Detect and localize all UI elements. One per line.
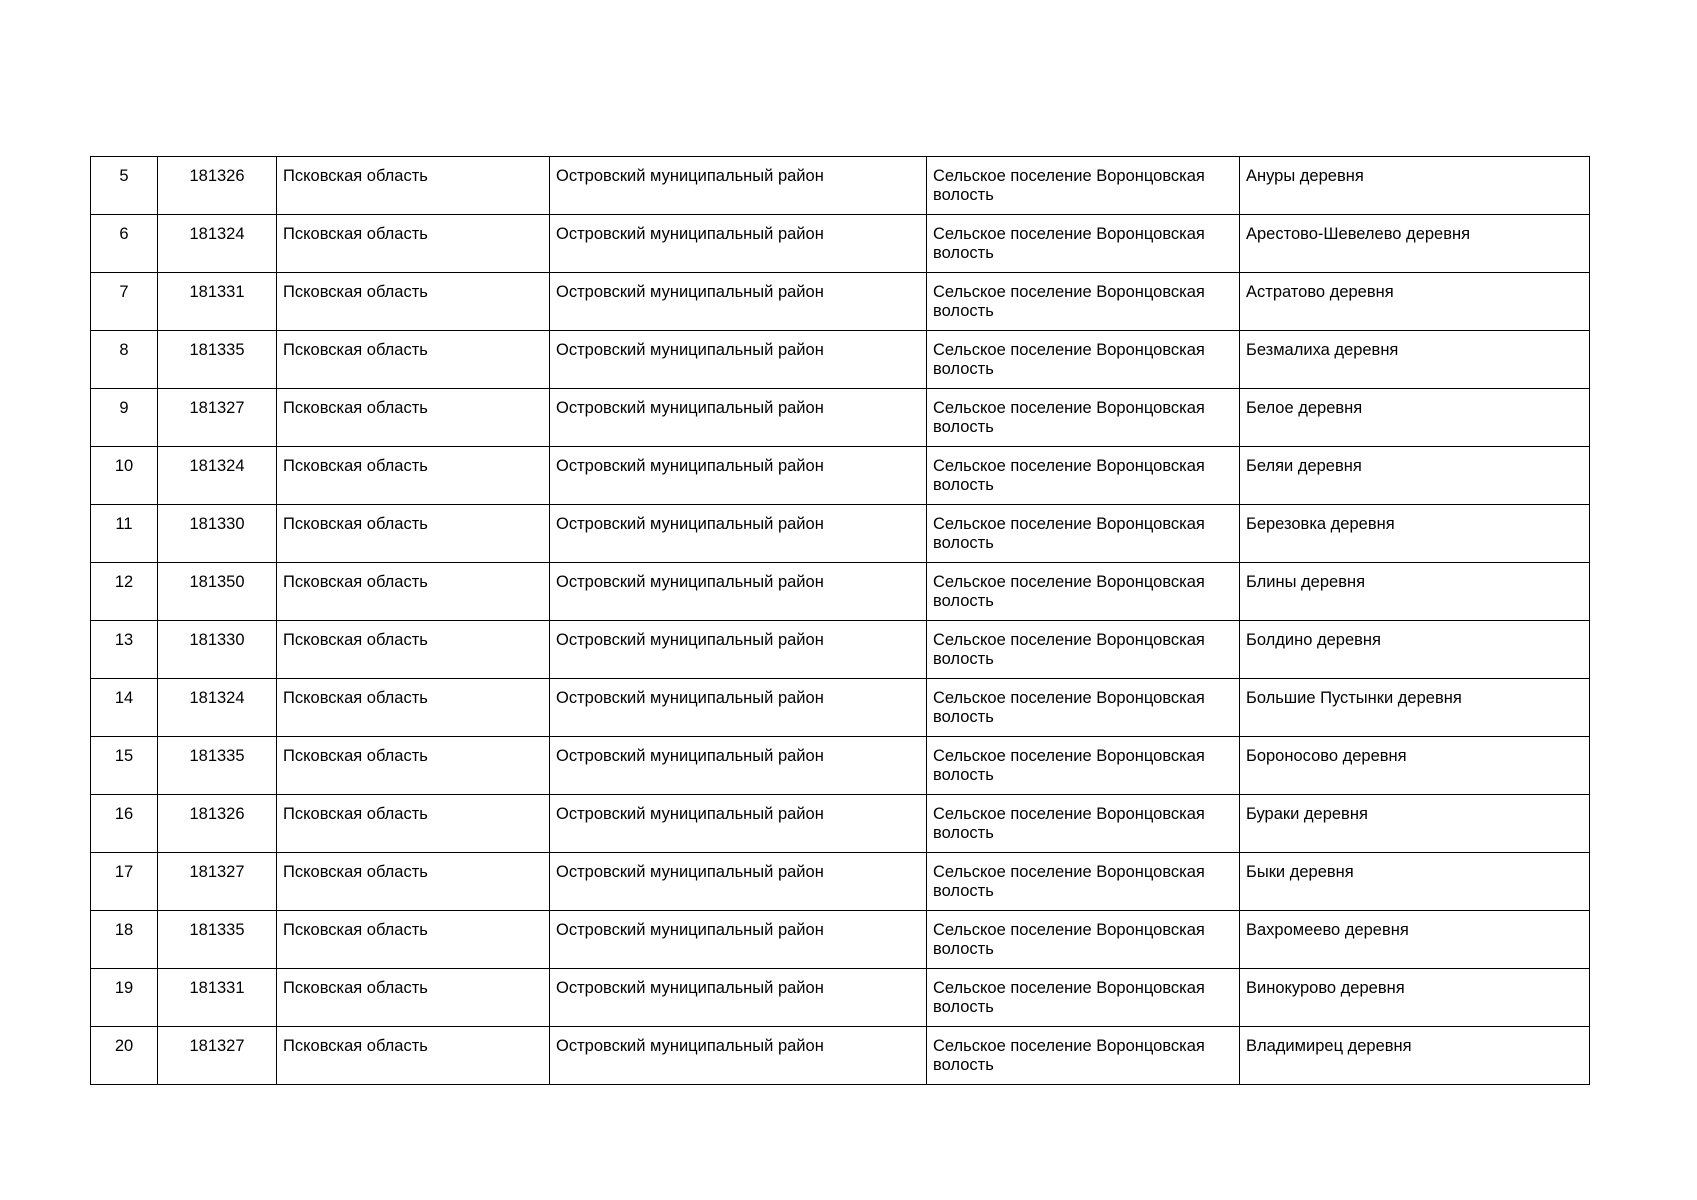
region-cell: Псковская область [277, 911, 550, 969]
settlement-cell: Сельское поселение Воронцовская волость [927, 331, 1240, 389]
table-row [91, 447, 1590, 505]
postal-code: 181324 [158, 215, 277, 273]
locality-cell: Арестово-Шевелево деревня [1240, 215, 1590, 273]
settlement-cell: Сельское поселение Воронцовская волость [927, 215, 1240, 273]
table-row [91, 331, 1590, 389]
table-row [91, 621, 1590, 679]
district-cell: Островский муниципальный район [550, 737, 927, 795]
table-row [91, 389, 1590, 447]
table-row [91, 853, 1590, 911]
region-cell: Псковская область [277, 1027, 550, 1085]
postal-code: 181335 [158, 331, 277, 389]
row-number: 11 [91, 505, 158, 563]
row-number: 16 [91, 795, 158, 853]
postal-code: 181330 [158, 505, 277, 563]
row-number: 7 [91, 273, 158, 331]
postal-code: 181324 [158, 679, 277, 737]
region-cell: Псковская область [277, 389, 550, 447]
region-cell: Псковская область [277, 621, 550, 679]
row-number: 20 [91, 1027, 158, 1085]
settlement-cell: Сельское поселение Воронцовская волость [927, 679, 1240, 737]
region-cell: Псковская область [277, 563, 550, 621]
locality-cell: Винокурово деревня [1240, 969, 1590, 1027]
region-cell: Псковская область [277, 795, 550, 853]
district-cell: Островский муниципальный район [550, 389, 927, 447]
locality-cell: Блины деревня [1240, 563, 1590, 621]
table-row [91, 563, 1590, 621]
settlement-cell: Сельское поселение Воронцовская волость [927, 853, 1240, 911]
locality-cell: Березовка деревня [1240, 505, 1590, 563]
postal-code: 181326 [158, 795, 277, 853]
row-number: 18 [91, 911, 158, 969]
region-cell: Псковская область [277, 969, 550, 1027]
district-cell: Островский муниципальный район [550, 853, 927, 911]
settlements-table [90, 156, 1590, 1085]
table-row [91, 679, 1590, 737]
row-number: 14 [91, 679, 158, 737]
postal-code: 181335 [158, 911, 277, 969]
settlement-cell: Сельское поселение Воронцовская волость [927, 1027, 1240, 1085]
table-row [91, 795, 1590, 853]
district-cell: Островский муниципальный район [550, 621, 927, 679]
district-cell: Островский муниципальный район [550, 157, 927, 215]
table-row [91, 157, 1590, 215]
table-row [91, 215, 1590, 273]
region-cell: Псковская область [277, 157, 550, 215]
row-number: 5 [91, 157, 158, 215]
district-cell: Островский муниципальный район [550, 795, 927, 853]
settlement-cell: Сельское поселение Воронцовская волость [927, 911, 1240, 969]
region-cell: Псковская область [277, 737, 550, 795]
row-number: 10 [91, 447, 158, 505]
table-row [91, 969, 1590, 1027]
locality-cell: Астратово деревня [1240, 273, 1590, 331]
settlement-cell: Сельское поселение Воронцовская волость [927, 969, 1240, 1027]
settlement-cell: Сельское поселение Воронцовская волость [927, 447, 1240, 505]
locality-cell: Болдино деревня [1240, 621, 1590, 679]
region-cell: Псковская область [277, 679, 550, 737]
region-cell: Псковская область [277, 215, 550, 273]
postal-code: 181330 [158, 621, 277, 679]
region-cell: Псковская область [277, 331, 550, 389]
table-row [91, 505, 1590, 563]
settlement-cell: Сельское поселение Воронцовская волость [927, 389, 1240, 447]
row-number: 12 [91, 563, 158, 621]
settlement-cell: Сельское поселение Воронцовская волость [927, 621, 1240, 679]
locality-cell: Безмалиха деревня [1240, 331, 1590, 389]
district-cell: Островский муниципальный район [550, 679, 927, 737]
district-cell: Островский муниципальный район [550, 331, 927, 389]
locality-cell: Бороносово деревня [1240, 737, 1590, 795]
table-row [91, 737, 1590, 795]
district-cell: Островский муниципальный район [550, 505, 927, 563]
settlement-cell: Сельское поселение Воронцовская волость [927, 505, 1240, 563]
table-body [91, 157, 1590, 1085]
settlement-cell: Сельское поселение Воронцовская волость [927, 795, 1240, 853]
table-row [91, 1027, 1590, 1085]
district-cell: Островский муниципальный район [550, 273, 927, 331]
district-cell: Островский муниципальный район [550, 911, 927, 969]
district-cell: Островский муниципальный район [550, 969, 927, 1027]
region-cell: Псковская область [277, 273, 550, 331]
postal-code: 181331 [158, 969, 277, 1027]
row-number: 6 [91, 215, 158, 273]
postal-code: 181331 [158, 273, 277, 331]
district-cell: Островский муниципальный район [550, 447, 927, 505]
row-number: 13 [91, 621, 158, 679]
settlement-cell: Сельское поселение Воронцовская волость [927, 563, 1240, 621]
settlement-cell: Сельское поселение Воронцовская волость [927, 273, 1240, 331]
row-number: 8 [91, 331, 158, 389]
locality-cell: Бураки деревня [1240, 795, 1590, 853]
settlement-cell: Сельское поселение Воронцовская волость [927, 157, 1240, 215]
region-cell: Псковская область [277, 505, 550, 563]
table-row [91, 273, 1590, 331]
district-cell: Островский муниципальный район [550, 1027, 927, 1085]
postal-code: 181335 [158, 737, 277, 795]
locality-cell: Беляи деревня [1240, 447, 1590, 505]
locality-cell: Ануры деревня [1240, 157, 1590, 215]
postal-code: 181327 [158, 1027, 277, 1085]
locality-cell: Владимирец деревня [1240, 1027, 1590, 1085]
postal-code: 181326 [158, 157, 277, 215]
row-number: 15 [91, 737, 158, 795]
postal-code: 181350 [158, 563, 277, 621]
row-number: 17 [91, 853, 158, 911]
locality-cell: Вахромеево деревня [1240, 911, 1590, 969]
locality-cell: Белое деревня [1240, 389, 1590, 447]
district-cell: Островский муниципальный район [550, 563, 927, 621]
region-cell: Псковская область [277, 447, 550, 505]
locality-cell: Быки деревня [1240, 853, 1590, 911]
postal-code: 181324 [158, 447, 277, 505]
settlement-cell: Сельское поселение Воронцовская волость [927, 737, 1240, 795]
region-cell: Псковская область [277, 853, 550, 911]
row-number: 9 [91, 389, 158, 447]
table-row [91, 911, 1590, 969]
district-cell: Островский муниципальный район [550, 215, 927, 273]
locality-cell: Большие Пустынки деревня [1240, 679, 1590, 737]
row-number: 19 [91, 969, 158, 1027]
postal-code: 181327 [158, 389, 277, 447]
postal-code: 181327 [158, 853, 277, 911]
